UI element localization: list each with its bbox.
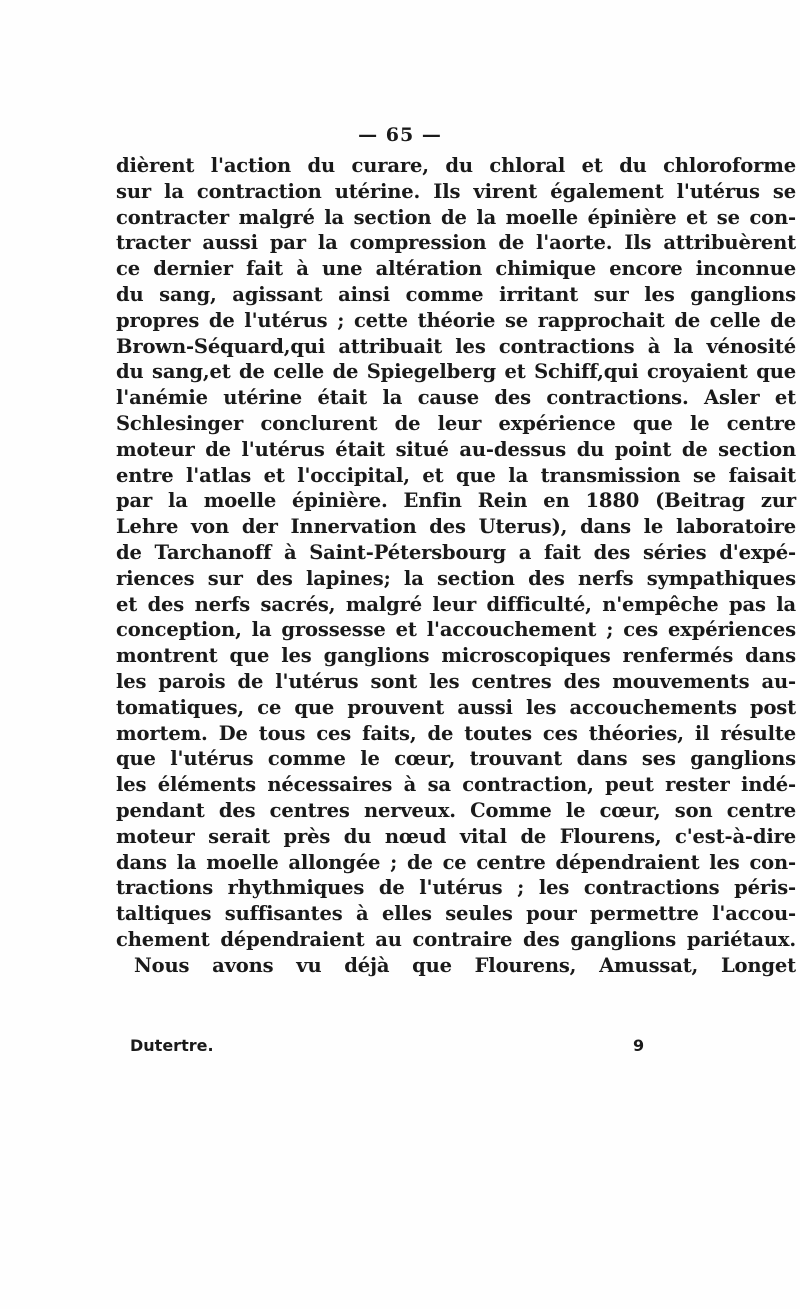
text-line: propres de l'utérus ; cette théorie se rapprochait de celle de — [116, 308, 796, 332]
text-line: dans la moelle allongée ; de ce centre dépendraient les con- — [116, 850, 796, 874]
sheet-number: 9 — [633, 1036, 645, 1055]
text-line: du sang,et de celle de Spiegelberg et Schiff,qui croyaient que — [116, 360, 796, 384]
text-line: conception, la grossesse et l'accouchement ; ces expériences — [116, 618, 796, 642]
text-line: Schlesinger conclurent de leur expérience que le centre — [116, 411, 796, 435]
text-line: que l'utérus comme le cœur, trouvant dans ses ganglions — [116, 747, 796, 771]
text-line: ce dernier fait à une altération chimique encore inconnue — [116, 257, 796, 281]
text-line: montrent que les ganglions microscopiques renfermés dans — [116, 644, 796, 668]
text-line: l'anémie utérine était la cause des contractions. Asler et — [116, 386, 796, 410]
text-line: par la moelle épinière. Enfin Rein en 1880 (Beitrag zur — [116, 489, 796, 513]
body-text — [116, 153, 796, 979]
text-line: Lehre von der Innervation des Uterus), dans le laboratoire — [116, 515, 796, 539]
text-line: du sang, agissant ainsi comme irritant sur les ganglions — [116, 282, 796, 306]
text-line: mortem. De tous ces faits, de toutes ces théories, il résulte — [116, 721, 796, 745]
text-line: tomatiques, ce que prouvent aussi les accouchements post — [116, 695, 796, 719]
text-line: les parois de l'utérus sont les centres des mouvements au- — [116, 669, 796, 693]
text-line: pendant des centres nerveux. Comme le cœur, son centre — [116, 798, 796, 822]
text-line: tracter aussi par la compression de l'aorte. Ils attribuèrent — [116, 231, 796, 255]
text-line: les éléments nécessaires à sa contraction, peut rester indé- — [116, 773, 796, 797]
page-number: — 65 — — [358, 124, 442, 146]
printer-signature: Dutertre. — [130, 1036, 214, 1055]
text-line: et des nerfs sacrés, malgré leur difficulté, n'empêche pas la — [116, 592, 796, 616]
text-line: dièrent l'action du curare, du chloral et du chloroforme — [116, 154, 796, 177]
text-line: moteur serait près du nœud vital de Flourens, c'est-à-dire — [116, 824, 796, 848]
text-line: moteur de l'utérus était situé au-dessus du point de section — [116, 437, 796, 461]
text-line: chement dépendraient au contraire des ganglions pariétaux. — [116, 927, 796, 951]
text-line-indented: Nous avons vu déjà que Flourens, Amussat, Longet — [134, 953, 796, 977]
text-line: sur la contraction utérine. Ils virent également l'utérus se — [116, 179, 796, 203]
text-line: entre l'atlas et l'occipital, et que la transmission se faisait — [116, 463, 796, 487]
text-line: contracter malgré la section de la moelle épinière et se con- — [116, 205, 796, 229]
text-line: Brown-Séquard,qui attribuait les contractions à la vénosité — [116, 334, 796, 358]
text-line: tractions rhythmiques de l'utérus ; les contractions péris- — [116, 876, 796, 900]
text-line: riences sur des lapines; la section des nerfs sympathiques — [116, 566, 796, 590]
text-line: de Tarchanoff à Saint-Pétersbourg a fait des séries d'expé- — [116, 540, 796, 564]
text-line: taltiques suffisantes à elles seules pour permettre l'accou- — [116, 902, 796, 926]
